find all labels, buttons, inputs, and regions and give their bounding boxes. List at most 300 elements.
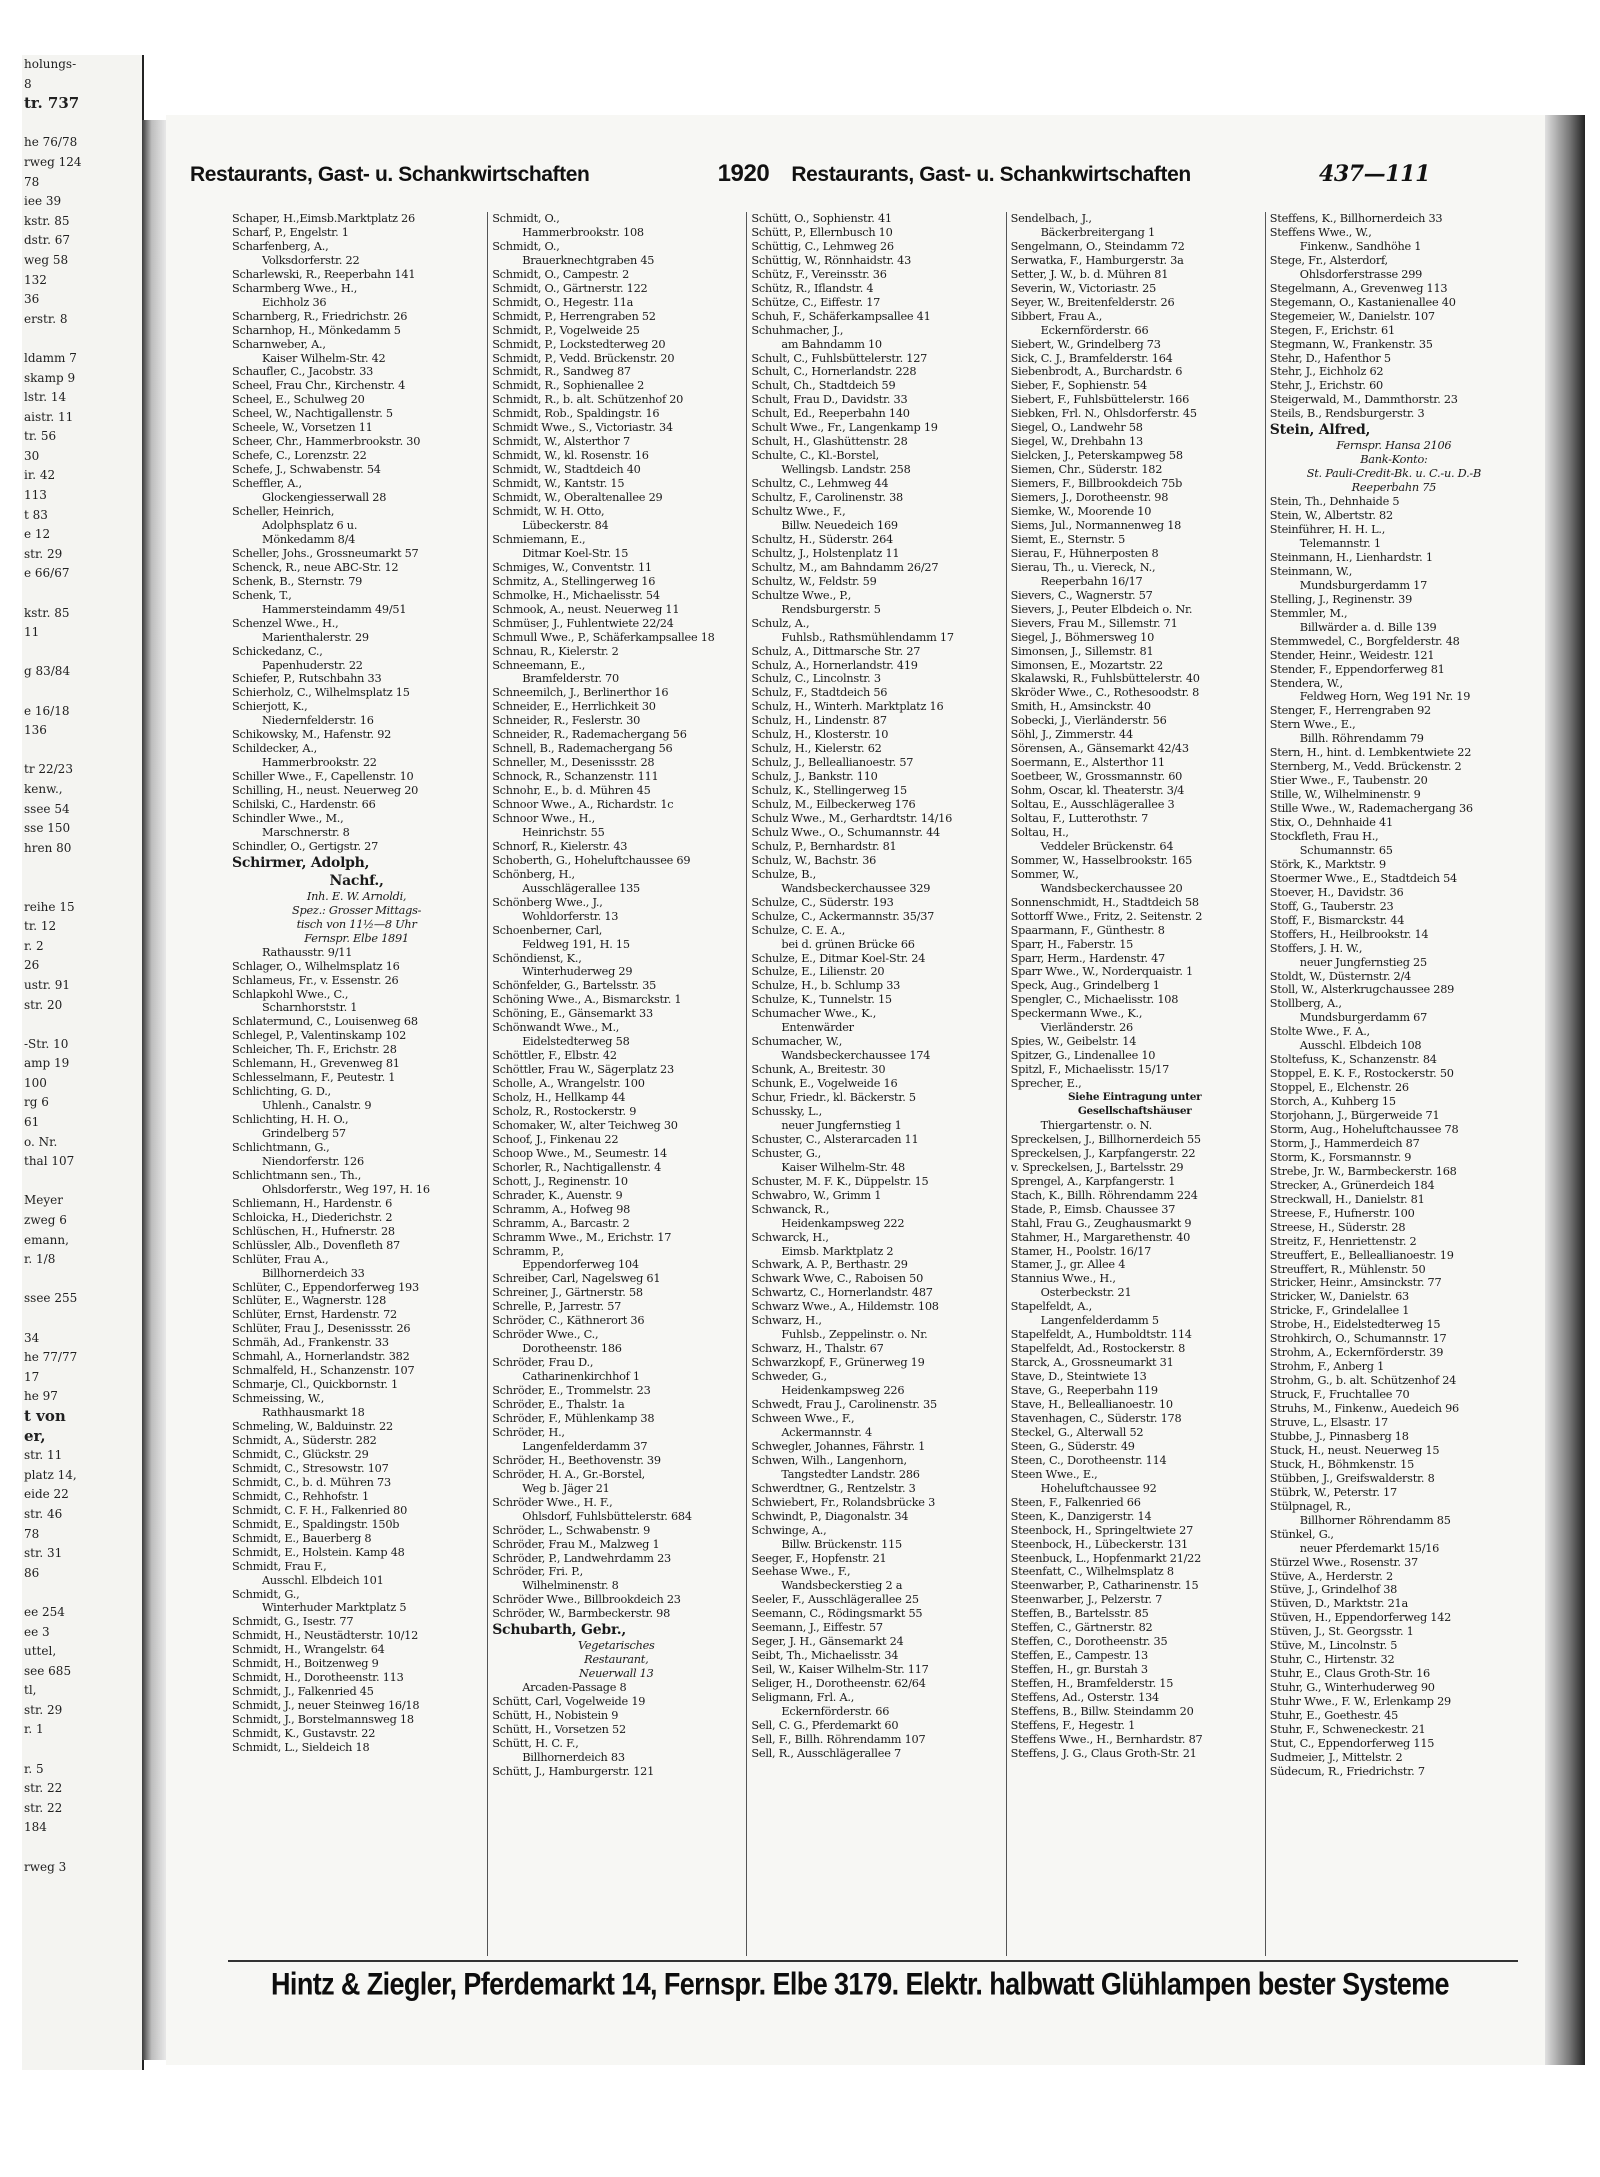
directory-entry: Stolte Wwe., F. A., xyxy=(1269,1025,1370,1039)
directory-entry: Schmidt, R., Sandweg 87 xyxy=(492,365,631,379)
directory-entry: bei d. grünen Brücke 66 xyxy=(781,937,915,951)
directory-entry: Simonsen, E., Mozartstr. 22 xyxy=(1010,658,1163,672)
directory-entry: Stoffers, H., Heilbrookstr. 14 xyxy=(1269,927,1429,941)
left-page-line: he 76/78 xyxy=(24,135,78,150)
directory-entry: Schröder, P., Landwehrdamm 23 xyxy=(492,1551,671,1565)
left-page-line xyxy=(22,1838,142,1858)
directory-entry: Stuhr, G., Winterhuderweg 90 xyxy=(1269,1681,1435,1695)
directory-entry: Siegel, J., Böhmersweg 10 xyxy=(1010,630,1155,644)
directory-entry: Schönberg, H., xyxy=(492,867,575,881)
directory-entry: Schneller, M., Desenissstr. 28 xyxy=(492,756,655,770)
directory-entry: Schlichtmann sen., Th., xyxy=(232,1168,362,1182)
directory-entry: Schlüter, Frau J., Desenissstr. 26 xyxy=(232,1322,411,1336)
left-page-line: ee 3 xyxy=(24,1624,50,1639)
left-page-line: e 66/67 xyxy=(24,566,70,581)
directory-entry: Stoppel, E., Elchenstr. 26 xyxy=(1269,1081,1409,1095)
directory-entry: Sieber, F., Sophienstr. 54 xyxy=(1010,379,1147,393)
directory-entry: Siebenbrodt, A., Burchardstr. 6 xyxy=(1010,365,1183,379)
directory-entry: Schmiemann, E., xyxy=(492,532,586,546)
directory-entry: Seger, J. H., Gänsemarkt 24 xyxy=(751,1635,904,1649)
left-page-line: kstr. 85 xyxy=(24,605,70,620)
directory-entry: Schmidt, H., Neustädterstr. 10/12 xyxy=(232,1629,419,1643)
directory-entry: Schulz, H., Kielerstr. 62 xyxy=(751,742,882,756)
directory-entry: Schaufler, C., Jacobstr. 33 xyxy=(232,365,374,379)
directory-entry: Schult, C., Hornerlandstr. 228 xyxy=(751,365,917,379)
directory-entry: Sell, C. G., Pferdemarkt 60 xyxy=(751,1718,899,1732)
left-page-line: 36 xyxy=(24,292,40,307)
directory-entry: Schwerdtner, G., Rentzelstr. 3 xyxy=(751,1481,916,1495)
directory-entry: Streuffert, E., Belleallianoestr. 19 xyxy=(1269,1248,1454,1262)
directory-column-4 xyxy=(1006,212,1259,1956)
directory-entry: am Bahndamm 10 xyxy=(781,337,882,351)
directory-entry: Heinrichstr. 55 xyxy=(522,825,605,839)
directory-column-2 xyxy=(487,212,740,1956)
directory-entry: Strohkirch, O., Schumannstr. 17 xyxy=(1269,1332,1447,1346)
left-page-line: tr 22/23 xyxy=(24,762,73,777)
directory-entry: Schenk, B., Sternstr. 79 xyxy=(232,574,363,588)
left-page-line xyxy=(22,1583,142,1603)
directory-entry: Siegel, W., Drehbahn 13 xyxy=(1010,435,1143,449)
directory-entry: Scharfenberg, A., xyxy=(232,239,329,253)
directory-entry: Steigerwald, M., Dammthorstr. 23 xyxy=(1269,393,1458,407)
directory-entry: Schween Wwe., F., xyxy=(751,1411,855,1425)
directory-entry: Schmook, A., neust. Neuerweg 11 xyxy=(492,602,680,616)
directory-entry: Steckel, G., Alterwall 52 xyxy=(1010,1425,1144,1439)
directory-entry: Schramm, P., xyxy=(492,1244,564,1258)
directory-entry: Mundsburgerdamm 17 xyxy=(1299,578,1428,592)
directory-entry: Struck, F., Fruchtallee 70 xyxy=(1269,1388,1410,1402)
directory-entry: Schüttig, W., Rönnhaidstr. 43 xyxy=(751,253,912,267)
directory-entry: Schleicher, Th. F., Erichstr. 28 xyxy=(232,1043,397,1057)
directory-entry: Scharnberg, R., Friedrichstr. 26 xyxy=(232,309,408,323)
directory-entry: Speck, Aug., Grindelberg 1 xyxy=(1010,979,1160,993)
directory-entry: Schmidt, G., xyxy=(232,1587,300,1601)
directory-entry: Stegelmann, A., Grevenweg 113 xyxy=(1269,281,1448,295)
directory-entry: Steffen, H., Bramfelderstr. 15 xyxy=(1010,1677,1174,1691)
directory-entry: Schmidt, C. F. H., Falkenried 80 xyxy=(232,1503,408,1517)
directory-entry: Schwark Wwe, C., Raboisen 50 xyxy=(751,1272,924,1286)
left-page-line: str. 11 xyxy=(24,1448,63,1463)
directory-entry: Schmidt, W., Oberaltenallee 29 xyxy=(492,491,663,505)
directory-entry: Schröder Wwe., H. F., xyxy=(492,1495,613,1509)
directory-entry: Hammerbrookstr. 108 xyxy=(522,225,644,239)
left-page-line: str. 22 xyxy=(24,1781,63,1796)
directory-entry: Schunk, A., Breitestr. 30 xyxy=(751,1063,886,1077)
directory-entry: Schult, Ch., Stadtdeich 59 xyxy=(751,379,896,393)
left-page-line xyxy=(22,682,142,702)
directory-entry: Stemmwedel, C., Borgfelderstr. 48 xyxy=(1269,634,1460,648)
listing-advert-heading: Schubarth, Gebr., xyxy=(492,1622,627,1639)
directory-entry: Eimsb. Marktplatz 2 xyxy=(781,1244,894,1258)
directory-entry: Schulz, H., Klosterstr. 10 xyxy=(751,728,889,742)
directory-entry: Siemen, Chr., Süderstr. 182 xyxy=(1010,463,1163,477)
directory-entry: Billh. Röhrendamm 79 xyxy=(1299,732,1424,746)
directory-entry: Steffens, K., Billhornerdeich 33 xyxy=(1269,212,1443,225)
directory-entry: Steinmann, H., Lienhardstr. 1 xyxy=(1269,550,1433,564)
directory-entry: Schindler, O., Gertigstr. 27 xyxy=(232,839,379,853)
directory-entry: Sudmeier, J., Mittelstr. 2 xyxy=(1269,1750,1403,1764)
directory-entry: St. Pauli-Credit-Bk. u. C.-u. D.-B xyxy=(1306,467,1482,481)
directory-entry: Schur, Friedr., kl. Bäckerstr. 5 xyxy=(751,1091,916,1105)
directory-entry: Sprengel, A., Karpfangerstr. 1 xyxy=(1010,1174,1176,1188)
running-head-right: Restaurants, Gast- u. Schankwirtschaften xyxy=(791,163,1191,186)
directory-entry: Fuhlsb., Zeppelinstr. o. Nr. xyxy=(781,1328,928,1342)
directory-entry: Stuhr, F., Schweneckestr. 21 xyxy=(1269,1722,1426,1736)
directory-entry: Stern, H., hint. d. Lembkentwiete 22 xyxy=(1269,746,1472,760)
directory-entry: Schmidt, E., Holstein. Kamp 48 xyxy=(232,1545,405,1559)
directory-entry: Steen, F., Falkenried 66 xyxy=(1010,1495,1141,1509)
left-page-line xyxy=(22,643,142,663)
directory-entry: Schuh, F., Schäferkampsallee 41 xyxy=(751,309,931,323)
directory-entry: Schnohr, E., b. d. Mühren 45 xyxy=(492,784,651,798)
directory-entry: Niendorferstr. 126 xyxy=(262,1154,364,1168)
directory-entry: Steenwarber, J., Pelzerstr. 7 xyxy=(1010,1593,1163,1607)
left-page-line: platz 14, xyxy=(24,1467,77,1482)
directory-entry: Schröder, E., Thalstr. 1a xyxy=(492,1398,625,1412)
directory-entry: Ausschl. Elbdeich 108 xyxy=(1299,1039,1422,1053)
directory-entry: tisch von 11½—8 Uhr xyxy=(296,917,417,931)
directory-entry: Feldweg 191, H. 15 xyxy=(522,937,630,951)
directory-entry: Siegel, O., Landwehr 58 xyxy=(1010,421,1143,435)
directory-entry: Schulz, A., Hornerlandstr. 419 xyxy=(751,658,918,672)
directory-entry: Schütt, O., Sophienstr. 41 xyxy=(751,212,892,225)
directory-entry: Stüven, J., St. Georgsstr. 1 xyxy=(1269,1625,1414,1639)
directory-entry: Stemmler, M., xyxy=(1269,606,1348,620)
left-page-line: 26 xyxy=(24,958,40,973)
left-page-line xyxy=(22,1309,142,1329)
directory-entry: Storm, J., Hammerdeich 87 xyxy=(1269,1136,1420,1150)
directory-entry: Sparr, Herm., Hardenstr. 47 xyxy=(1010,951,1165,965)
directory-entry: Schmidt, O., Gärtnerstr. 122 xyxy=(492,281,648,295)
directory-entry: Schütt, H., Nobistein 9 xyxy=(492,1709,619,1723)
directory-entry: Schlameus, Fr., v. Essenstr. 26 xyxy=(232,973,399,987)
directory-entry: Tangstedter Landstr. 286 xyxy=(781,1467,920,1481)
directory-entry: Telemannstr. 1 xyxy=(1299,536,1381,550)
directory-entry: Siemers, F., Billbrookdeich 75b xyxy=(1010,477,1183,491)
left-page-line: 11 xyxy=(24,625,40,640)
directory-entry: Schütt, H., Vorsetzen 52 xyxy=(492,1722,626,1736)
left-page-line xyxy=(22,584,142,604)
directory-entry: Stoll, W., Alsterkrugchaussee 289 xyxy=(1269,983,1455,997)
directory-entry: Schmidt, H., Dorotheenstr. 113 xyxy=(232,1671,404,1685)
directory-entry: Siemke, W., Moorende 10 xyxy=(1010,505,1152,519)
directory-entry: Streese, F., Hufnerstr. 100 xyxy=(1269,1206,1415,1220)
left-page-line: str. 20 xyxy=(24,997,63,1012)
directory-entry: Schilski, C., Hardenstr. 66 xyxy=(232,798,376,812)
directory-entry: Bramfelderstr. 70 xyxy=(522,672,619,686)
directory-entry: Seligmann, Frl. A., xyxy=(751,1691,855,1705)
directory-entry: Schomaker, W., alter Teichweg 30 xyxy=(492,1118,678,1132)
directory-entry: Restaurant, xyxy=(584,1653,649,1667)
directory-entry: Schmeling, W., Balduinstr. 22 xyxy=(232,1420,393,1434)
directory-entry: Schreiber, Carl, Nagelsweg 61 xyxy=(492,1272,661,1286)
directory-entry: Stuhr, E., Claus Groth-Str. 16 xyxy=(1269,1667,1430,1681)
directory-entry: Steenbuck, L., Hopfenmarkt 21/22 xyxy=(1010,1551,1202,1565)
directory-entry: Schefe, C., Lorenzstr. 22 xyxy=(232,449,367,463)
directory-entry: Sell, F., Billh. Röhrendamm 107 xyxy=(751,1732,926,1746)
directory-entry: Fernspr. Hansa 2106 xyxy=(1336,439,1452,453)
directory-entry: Simonsen, J., Sillemstr. 81 xyxy=(1010,644,1154,658)
directory-entry: Stege, Fr., Alsterdorf, xyxy=(1269,253,1388,267)
directory-entry: Schlichtmann, G., xyxy=(232,1141,330,1154)
directory-entry: Schoenberner, Carl, xyxy=(492,923,603,937)
directory-entry: Scheffler, A., xyxy=(232,477,302,491)
directory-entry: Schöttler, Frau W., Sägerplatz 23 xyxy=(492,1063,674,1077)
directory-entry: Eckernförderstr. 66 xyxy=(1040,323,1149,337)
directory-entry: Schulz Wwe., M., Gerhardtstr. 14/16 xyxy=(751,811,953,825)
directory-entry: Schmidt, P., Lockstedterweg 20 xyxy=(492,337,666,351)
directory-entry: Schmiges, W., Conventstr. 11 xyxy=(492,560,652,574)
directory-entry: Schmidt, J., neuer Steinweg 16/18 xyxy=(232,1699,420,1713)
directory-entry: Schmahl, A., Hornerlandstr. 382 xyxy=(232,1350,410,1364)
directory-entry: Spitzl, F., Michaelisstr. 15/17 xyxy=(1010,1063,1170,1077)
directory-entry: Schlüter, Ernst, Hardenstr. 72 xyxy=(232,1308,397,1322)
directory-entry: Schult Wwe., Fr., Langenkamp 19 xyxy=(751,421,938,435)
directory-entry: Sommer, W., xyxy=(1010,867,1079,881)
directory-entry: Schmidt, O., Campestr. 2 xyxy=(492,267,630,281)
directory-entry: Schulz, W., Bachstr. 36 xyxy=(751,853,877,867)
directory-entry: Schult, C., Fuhlsbüttelerstr. 127 xyxy=(751,351,928,365)
directory-entry: Schenzel Wwe., H., xyxy=(232,616,339,630)
directory-entry: Schickedanz, C., xyxy=(232,644,323,658)
left-page-line xyxy=(22,329,142,349)
directory-entry: Schröder, E., Trommelstr. 23 xyxy=(492,1384,651,1398)
left-page-line xyxy=(22,1172,142,1192)
directory-entry: Siemt, E., Sternstr. 5 xyxy=(1010,532,1126,546)
directory-entry: Schmidt, R., Sophienallee 2 xyxy=(492,379,645,393)
directory-entry: Sierau, F., Hühnerposten 8 xyxy=(1010,546,1159,560)
directory-entry: Sibbert, Frau A., xyxy=(1010,309,1103,323)
directory-entry: Soetbeer, W., Grossmannstr. 60 xyxy=(1010,770,1183,784)
left-page-line xyxy=(22,1270,142,1290)
directory-entry: Schulz, A., Dittmarsche Str. 27 xyxy=(751,644,921,658)
directory-entry: Schlüter, Frau A., xyxy=(232,1252,329,1266)
directory-entry: Schultz, J., Holstenplatz 11 xyxy=(751,546,900,560)
listing-advert-heading: Stein, Alfred, xyxy=(1269,422,1371,439)
directory-entry: Steils, B., Rendsburgerstr. 3 xyxy=(1269,407,1425,421)
directory-entry: Steen, G., Süderstr. 49 xyxy=(1010,1439,1135,1453)
directory-entry: Billhornerdeich 33 xyxy=(262,1266,365,1280)
directory-entry: Schütt, Carl, Vogelweide 19 xyxy=(492,1695,646,1709)
directory-entry: Schaper, H.,Eimsb.Marktplatz 26 xyxy=(232,212,415,225)
directory-entry: Schnoor Wwe., H., xyxy=(492,811,595,825)
directory-entry: Schütt, P., Ellernbusch 10 xyxy=(751,225,893,239)
directory-entry: Neuerwall 13 xyxy=(579,1667,654,1681)
directory-entry: Hoheluftchaussee 92 xyxy=(1040,1481,1157,1495)
directory-entry: Stahl, Frau G., Zeughausmarkt 9 xyxy=(1010,1216,1192,1230)
directory-entry: Steinmann, W., xyxy=(1269,564,1353,578)
directory-entry: Schoberth, G., Hoheluftchaussee 69 xyxy=(492,853,691,867)
directory-entry: Stoermer Wwe., E., Stadtdeich 54 xyxy=(1269,871,1457,885)
directory-entry: Sommer, W., Hasselbrookstr. 165 xyxy=(1010,853,1193,867)
directory-entry: Stuhr, E., Goethestr. 45 xyxy=(1269,1709,1399,1723)
left-page-line: 34 xyxy=(24,1330,40,1345)
directory-entry: Schmidt, W., Kantstr. 15 xyxy=(492,477,625,491)
directory-entry: Schröder Wwe., Billbrookdeich 23 xyxy=(492,1593,681,1607)
directory-entry: Schröder, Fri. P., xyxy=(492,1565,584,1579)
directory-entry: Südecum, R., Friedrichstr. 7 xyxy=(1269,1764,1425,1778)
directory-entry: Schlegel, P., Valentinskamp 102 xyxy=(232,1029,407,1043)
left-page-line: rg 6 xyxy=(24,1095,49,1110)
left-page-line: str. 29 xyxy=(24,1702,63,1717)
directory-entry: Steffen, C., Gärtnerstr. 82 xyxy=(1010,1621,1153,1635)
directory-entry: Stoppel, E. K. F., Rostockerstr. 50 xyxy=(1269,1067,1454,1081)
directory-entry: Sparr Wwe., W., Norderquaistr. 1 xyxy=(1010,965,1193,979)
directory-entry: Schmidt, W., Stadtdeich 40 xyxy=(492,463,641,477)
directory-entry: Schneider, R., Rademachergang 56 xyxy=(492,728,687,742)
directory-entry: Spreckelsen, J., Billhornerdeich 55 xyxy=(1010,1132,1201,1146)
directory-entry: Schröder Wwe., C., xyxy=(492,1328,599,1342)
directory-entry: Stehr, D., Hafenthor 5 xyxy=(1269,351,1391,365)
directory-entry: Schenk, T., xyxy=(232,588,292,602)
left-page-line: 30 xyxy=(24,448,40,463)
left-page-line: aistr. 11 xyxy=(24,409,74,424)
directory-entry: Adolphsplatz 6 u. xyxy=(262,518,358,532)
left-page-line: er, xyxy=(24,1426,46,1445)
directory-entry: Schmidt, W. H. Otto, xyxy=(492,505,605,519)
directory-entry: Schüttig, C., Lehmweg 26 xyxy=(751,239,894,253)
directory-entry: Bank-Konto: xyxy=(1360,453,1428,467)
running-head-left: Restaurants, Gast- u. Schankwirtschaften xyxy=(190,163,590,186)
directory-entry: Schulz, C., Lincolnstr. 3 xyxy=(751,672,881,686)
directory-entry: Dorotheenstr. 186 xyxy=(522,1342,622,1356)
directory-entry: Steffen, B., Bartelsstr. 85 xyxy=(1010,1607,1149,1621)
directory-entry: Störk, K., Marktstr. 9 xyxy=(1269,857,1386,871)
directory-entry: Schlager, O., Wilhelmsplatz 16 xyxy=(232,959,400,973)
directory-entry: Schlüschen, H., Hufnerstr. 28 xyxy=(232,1224,395,1238)
left-page-line: e 12 xyxy=(24,527,51,542)
left-page-line: dstr. 67 xyxy=(24,233,70,248)
directory-entry: Eidelstedterweg 58 xyxy=(522,1035,630,1049)
directory-entry: Schmidt, E., Spaldingstr. 150b xyxy=(232,1517,400,1531)
directory-entry: Strohm, G., b. alt. Schützenhof 24 xyxy=(1269,1374,1457,1388)
directory-entry: Sprecher, E., xyxy=(1010,1077,1082,1091)
directory-entry: Schröder, L., Schwabenstr. 9 xyxy=(492,1523,651,1537)
left-page-line: kenw., xyxy=(24,781,63,796)
directory-entry: Spaarmann, F., Günthestr. 8 xyxy=(1010,923,1165,937)
directory-entry: Stübrk, W., Peterstr. 17 xyxy=(1269,1485,1397,1499)
directory-entry: Schikowsky, M., Hafenstr. 92 xyxy=(232,728,392,742)
directory-entry: Scheel, W., Nachtigallenstr. 5 xyxy=(232,407,393,421)
directory-entry: Sonnenschmidt, H., Stadtdeich 58 xyxy=(1010,895,1199,909)
directory-entry: Stamer, H., Poolstr. 16/17 xyxy=(1010,1244,1152,1258)
directory-entry: Schussky, L., xyxy=(751,1105,822,1118)
left-page-line: lstr. 14 xyxy=(24,390,67,405)
directory-entry: Soermann, E., Alsterthor 11 xyxy=(1010,756,1165,770)
directory-entry: Stave, G., Reeperbahn 119 xyxy=(1010,1384,1158,1398)
directory-entry: Heidenkampsweg 222 xyxy=(781,1216,905,1230)
book-gutter xyxy=(142,120,166,2060)
directory-entry: Stix, O., Dehnhaide 41 xyxy=(1269,816,1393,830)
directory-entry: Stein, Th., Dehnhaide 5 xyxy=(1269,495,1400,509)
directory-entry: Schmarje, Cl., Quickbornstr. 1 xyxy=(232,1378,398,1392)
directory-entry: Schlichting, H. H. O., xyxy=(232,1113,349,1127)
directory-entry: Schuster, M. F. K., Düppelstr. 15 xyxy=(751,1174,929,1188)
directory-entry: Schütz, F., Vereinsstr. 36 xyxy=(751,267,887,281)
directory-entry: Stricker, W., Danielstr. 63 xyxy=(1269,1290,1409,1304)
directory-entry: Schmidt, C., b. d. Mühren 73 xyxy=(232,1475,391,1489)
directory-entry: Schulze, B., xyxy=(751,867,816,881)
directory-entry: Schultze Wwe., P., xyxy=(751,588,852,602)
directory-entry: Strohm, A., Eckernförderstr. 39 xyxy=(1269,1346,1444,1360)
directory-entry: Storm, Aug., Hoheluftchaussee 78 xyxy=(1269,1123,1459,1136)
directory-entry: Eckernförderstr. 66 xyxy=(781,1704,890,1718)
directory-entry: Stuck, H., neust. Neuerweg 15 xyxy=(1269,1443,1440,1457)
left-page-line: t von xyxy=(24,1406,66,1425)
directory-entry: Schneider, R., Feslerstr. 30 xyxy=(492,714,641,728)
directory-entry: Stender, F., Eppendorferweg 81 xyxy=(1269,662,1445,676)
directory-entry: Stille Wwe., W., Rademachergang 36 xyxy=(1269,802,1473,816)
directory-entry: Scheer, Chr., Hammerbrookstr. 30 xyxy=(232,435,421,449)
directory-entry: Scholle, A., Wrangelstr. 100 xyxy=(492,1077,645,1091)
directory-entry: Siemers, J., Dorotheenstr. 98 xyxy=(1010,491,1169,505)
directory-entry: Storjohann, J., Bürgerweide 71 xyxy=(1269,1109,1440,1123)
directory-entry: Setter, J. W., b. d. Mühren 81 xyxy=(1010,267,1169,281)
directory-entry: Schramm Wwe., M., Erichstr. 17 xyxy=(492,1230,672,1244)
directory-entry: Schwartz, C., Hornerlandstr. 487 xyxy=(751,1286,933,1300)
directory-entry: Stendera, W., xyxy=(1269,676,1343,690)
directory-entry: Mönkedamm 8/4 xyxy=(262,532,356,546)
directory-entry: Schmidt, W., Alsterthor 7 xyxy=(492,435,630,449)
directory-entry: Billwärder a. d. Bille 139 xyxy=(1299,620,1437,634)
directory-entry: Steffens, F., Hegestr. 1 xyxy=(1010,1718,1136,1732)
directory-entry: Schulte, C., Kl.-Borstel, xyxy=(751,449,879,463)
directory-entry: Schulze, C., Ackermannstr. 35/37 xyxy=(751,909,935,923)
directory-entry: Schildecker, A., xyxy=(232,742,318,756)
directory-entry: Stier Wwe., F., Taubenstr. 20 xyxy=(1269,774,1428,788)
directory-entry: Osterbeckstr. 21 xyxy=(1040,1286,1132,1300)
directory-entry: Schöning Wwe., A., Bismarckstr. 1 xyxy=(492,993,682,1007)
directory-entry: Scharlewski, R., Reeperbahn 141 xyxy=(232,267,416,281)
directory-entry: neuer Jungfernstieg 25 xyxy=(1299,955,1427,969)
left-page-line: kstr. 85 xyxy=(24,213,70,228)
directory-entry: Schütt, H. C. F., xyxy=(492,1736,579,1750)
left-page-line: rweg 124 xyxy=(24,154,82,169)
left-page-line: 184 xyxy=(24,1820,47,1835)
directory-entry: Skalawski, R., Fuhlsbüttelerstr. 40 xyxy=(1010,672,1200,686)
directory-entry: Seeler, F., Ausschlägerallee 25 xyxy=(751,1593,919,1607)
left-page-line: r. 1 xyxy=(24,1722,44,1737)
left-page-fragment xyxy=(22,55,144,2070)
directory-entry: Schmidt, O., xyxy=(492,212,560,225)
directory-entry: Schulz, K., Stellingerweg 15 xyxy=(751,784,907,798)
directory-entry: Schnell, B., Rademachergang 56 xyxy=(492,742,673,756)
directory-entry: Schwanck, R., xyxy=(751,1202,830,1216)
directory-entry: Schreiner, J., Gärtnerstr. 58 xyxy=(492,1286,643,1300)
directory-entry: Schmidt, Rob., Spaldingstr. 16 xyxy=(492,407,660,421)
directory-entry: Sörensen, A., Gänsemarkt 42/43 xyxy=(1010,742,1189,756)
directory-entry: Stave, D., Steintwiete 13 xyxy=(1010,1370,1147,1384)
directory-entry: Stuhr, C., Hirtenstr. 32 xyxy=(1269,1653,1395,1667)
directory-entry: Steffen, C., Dorotheenstr. 35 xyxy=(1010,1635,1168,1649)
directory-entry: Schnorf, R., Kielerstr. 43 xyxy=(492,839,628,853)
left-page-line: weg 58 xyxy=(24,252,69,267)
directory-entry: Schöttler, F., Elbstr. 42 xyxy=(492,1049,617,1063)
bottom-advertisement: Hintz & Ziegler, Pferdemarkt 14, Fernspr. Elbe 3179. Elektr. halbwatt Glühlampen bester Systeme xyxy=(271,1966,1449,2002)
directory-entry: Schulze, E., Lilienstr. 20 xyxy=(751,965,885,979)
directory-entry: Schindler Wwe., M., xyxy=(232,811,344,825)
directory-entry: Siehe Eintragung unter xyxy=(1067,1091,1202,1104)
directory-entry: Sick, C. J., Bramfelderstr. 164 xyxy=(1010,351,1173,365)
directory-entry: Schumannstr. 65 xyxy=(1299,843,1393,857)
directory-entry: Schultz, F., Carolinenstr. 38 xyxy=(751,491,903,505)
directory-entry: Schoof, J., Finkenau 22 xyxy=(492,1132,619,1146)
directory-entry: Schmidt, L., Sieldeich 18 xyxy=(232,1740,370,1754)
directory-entry: Schwindt, P., Diagonalstr. 34 xyxy=(751,1509,909,1523)
directory-entry: Schultz, C., Lehmweg 44 xyxy=(751,477,889,491)
directory-entry: Schmitz, A., Stellingerweg 16 xyxy=(492,574,656,588)
directory-entry: Serwatka, F., Hamburgerstr. 3a xyxy=(1010,253,1184,267)
